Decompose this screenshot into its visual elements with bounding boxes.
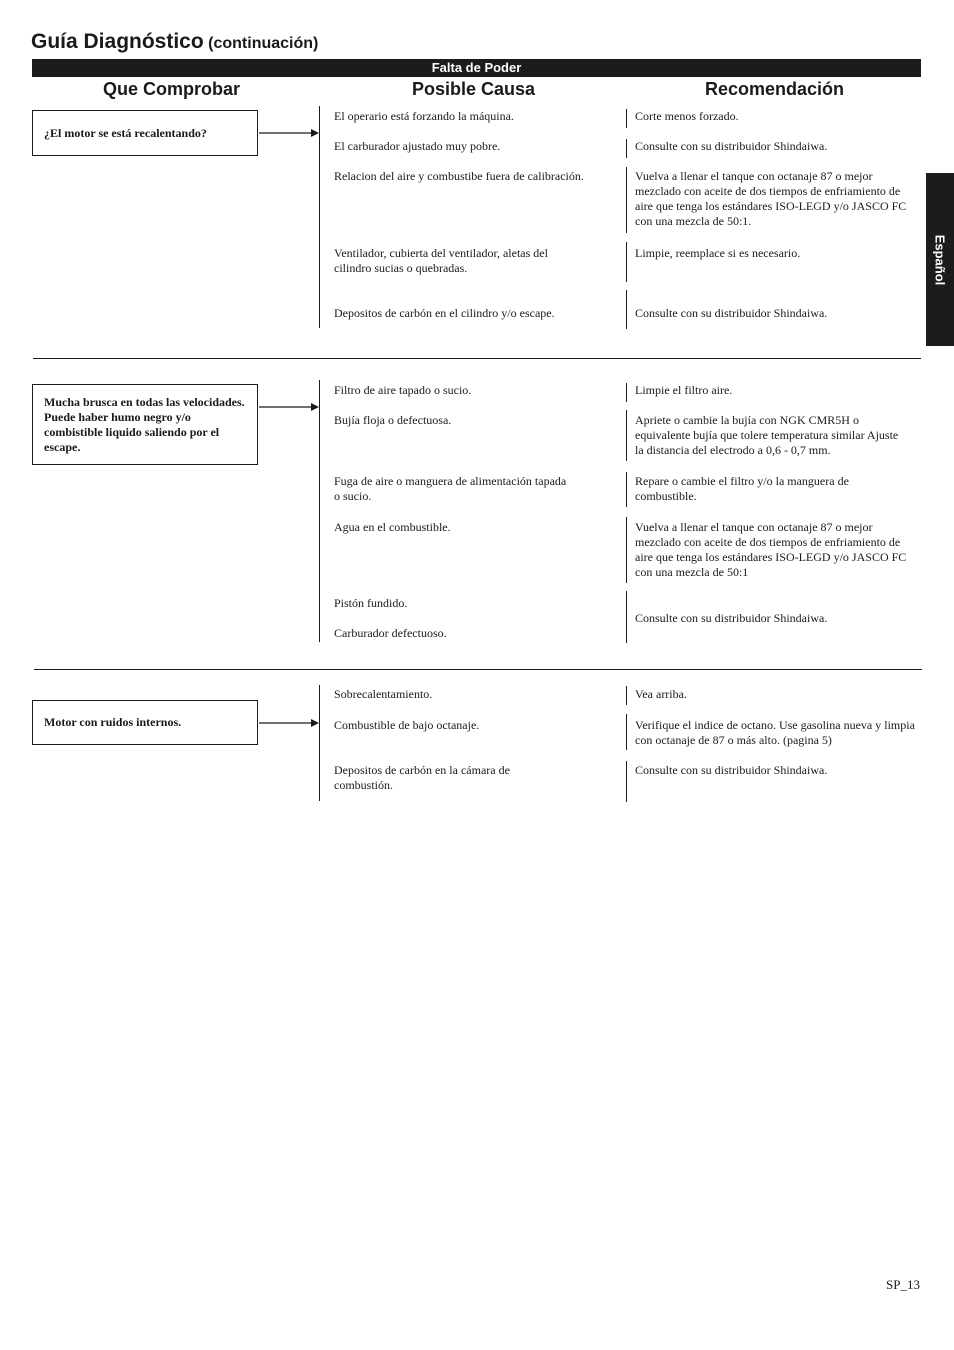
column-divider — [626, 167, 627, 233]
cause-item: Ventilador, cubierta del ventilador, aletas del cilindro sucias o quebradas. — [334, 246, 548, 275]
recommendation-item: Consulte con su distribuidor Shindaiwa. — [635, 763, 828, 777]
column-divider — [319, 380, 320, 642]
recommendation-item: Vea arriba. — [635, 687, 687, 701]
column-divider — [626, 383, 627, 402]
section-divider — [33, 358, 921, 359]
cause-item: Combustible de bajo octanaje. — [334, 718, 480, 732]
arrow-icon — [259, 402, 319, 412]
cause-item: Sobrecalentamiento. — [334, 687, 433, 701]
column-header-check: Que Comprobar — [103, 79, 241, 99]
title-subtitle: (continuación) — [208, 35, 319, 52]
column-divider — [626, 472, 627, 507]
recommendation-item: Consulte con su distribuidor Shindaiwa. — [635, 611, 828, 625]
cause-item: Depositos de carbón en la cámara de combustión. — [334, 763, 510, 792]
cause-item: El operario está forzando la máquina. — [334, 109, 514, 123]
cause-item: El carburador ajustado muy pobre. — [334, 139, 501, 153]
cause-item: Carburador defectuoso. — [334, 626, 447, 640]
recommendation-item: Verifique el indice de octano. Use gasolina nueva y limpia con octanaje de 87 o más alto. (pagina 5) — [635, 718, 915, 747]
arrow-icon — [259, 718, 319, 728]
cause-item: Pistón fundido. — [334, 596, 408, 610]
column-divider — [626, 139, 627, 158]
column-divider — [626, 242, 627, 282]
check-box-overheating — [32, 110, 258, 156]
section-divider — [34, 669, 922, 670]
recommendation-item: Limpie el filtro aire. — [635, 383, 733, 397]
page-title — [31, 30, 318, 54]
language-tab — [926, 173, 954, 346]
recommendation-item: Consulte con su distribuidor Shindaiwa. — [635, 306, 828, 320]
column-header-cause: Posible Causa — [412, 79, 536, 99]
recommendation-item: Consulte con su distribuidor Shindaiwa. — [635, 139, 828, 153]
cause-item: Bujía floja o defectuosa. — [334, 413, 452, 427]
recommendation-item: Repare o cambie el filtro y/o la manguera de combustible. — [635, 474, 849, 503]
recommendation-item: Limpie, reemplace si es necesario. — [635, 246, 801, 260]
column-divider — [626, 290, 627, 329]
column-divider — [626, 410, 627, 461]
section-band-title: Falta de Poder — [32, 59, 921, 77]
cause-item: Depositos de carbón en el cilindro y/o escape. — [334, 306, 555, 320]
column-divider — [319, 685, 320, 801]
language-tab-label: Español — [932, 234, 948, 285]
check-text: Mucha brusca en todas las velocidades. Puede haber humo negro y/o combistible liquido saliendo por el escape. — [44, 394, 245, 454]
column-divider — [626, 686, 627, 705]
page-number: SP_13 — [886, 1277, 920, 1292]
column-divider — [626, 109, 627, 128]
cause-item: Relacion del aire y combustibe fuera de calibración. — [334, 169, 584, 183]
check-text: Motor con ruidos internos. — [44, 715, 182, 729]
recommendation-item: Apriete o cambie la bujía con NGK CMR5H o equivalente bujía que tolere temperatura similar Ajuste la distancia del electrodo a 0,6 - 0,7 mm. — [635, 413, 899, 457]
recommendation-item: Vuelva a llenar el tanque con octanaje 87 o mejor mezclado con aceite de dos tiempos de enfriamiento de aire que tenga los estándares ISO-LEGD y/o JASCO FC con una mezcla de 50:1. — [635, 169, 907, 228]
check-box-rough-running — [32, 384, 258, 465]
column-header-recommendation: Recomendación — [705, 79, 845, 99]
recommendation-item: Vuelva a llenar el tanque con octanaje 87 o mejor mezclado con aceite de dos tiempos de enfriamiento de aire que tenga los estándares ISO-LEGD y/o JASCO FC con una mezcla de 50:1 — [635, 520, 907, 579]
recommendation-item: Corte menos forzado. — [635, 109, 739, 123]
column-divider — [626, 591, 627, 643]
cause-item: Filtro de aire tapado o sucio. — [334, 383, 472, 397]
column-divider — [626, 714, 627, 750]
column-divider — [626, 761, 627, 802]
title-main: Guía Diagnóstico — [31, 30, 204, 53]
arrow-icon — [259, 128, 319, 138]
cause-item: Fuga de aire o manguera de alimentación tapada o sucio. — [334, 474, 567, 503]
column-divider — [626, 517, 627, 583]
check-box-internal-noise — [32, 700, 258, 745]
column-divider — [319, 106, 320, 328]
check-text: ¿El motor se está recalentando? — [44, 125, 207, 140]
cause-item: Agua en el combustible. — [334, 520, 451, 534]
